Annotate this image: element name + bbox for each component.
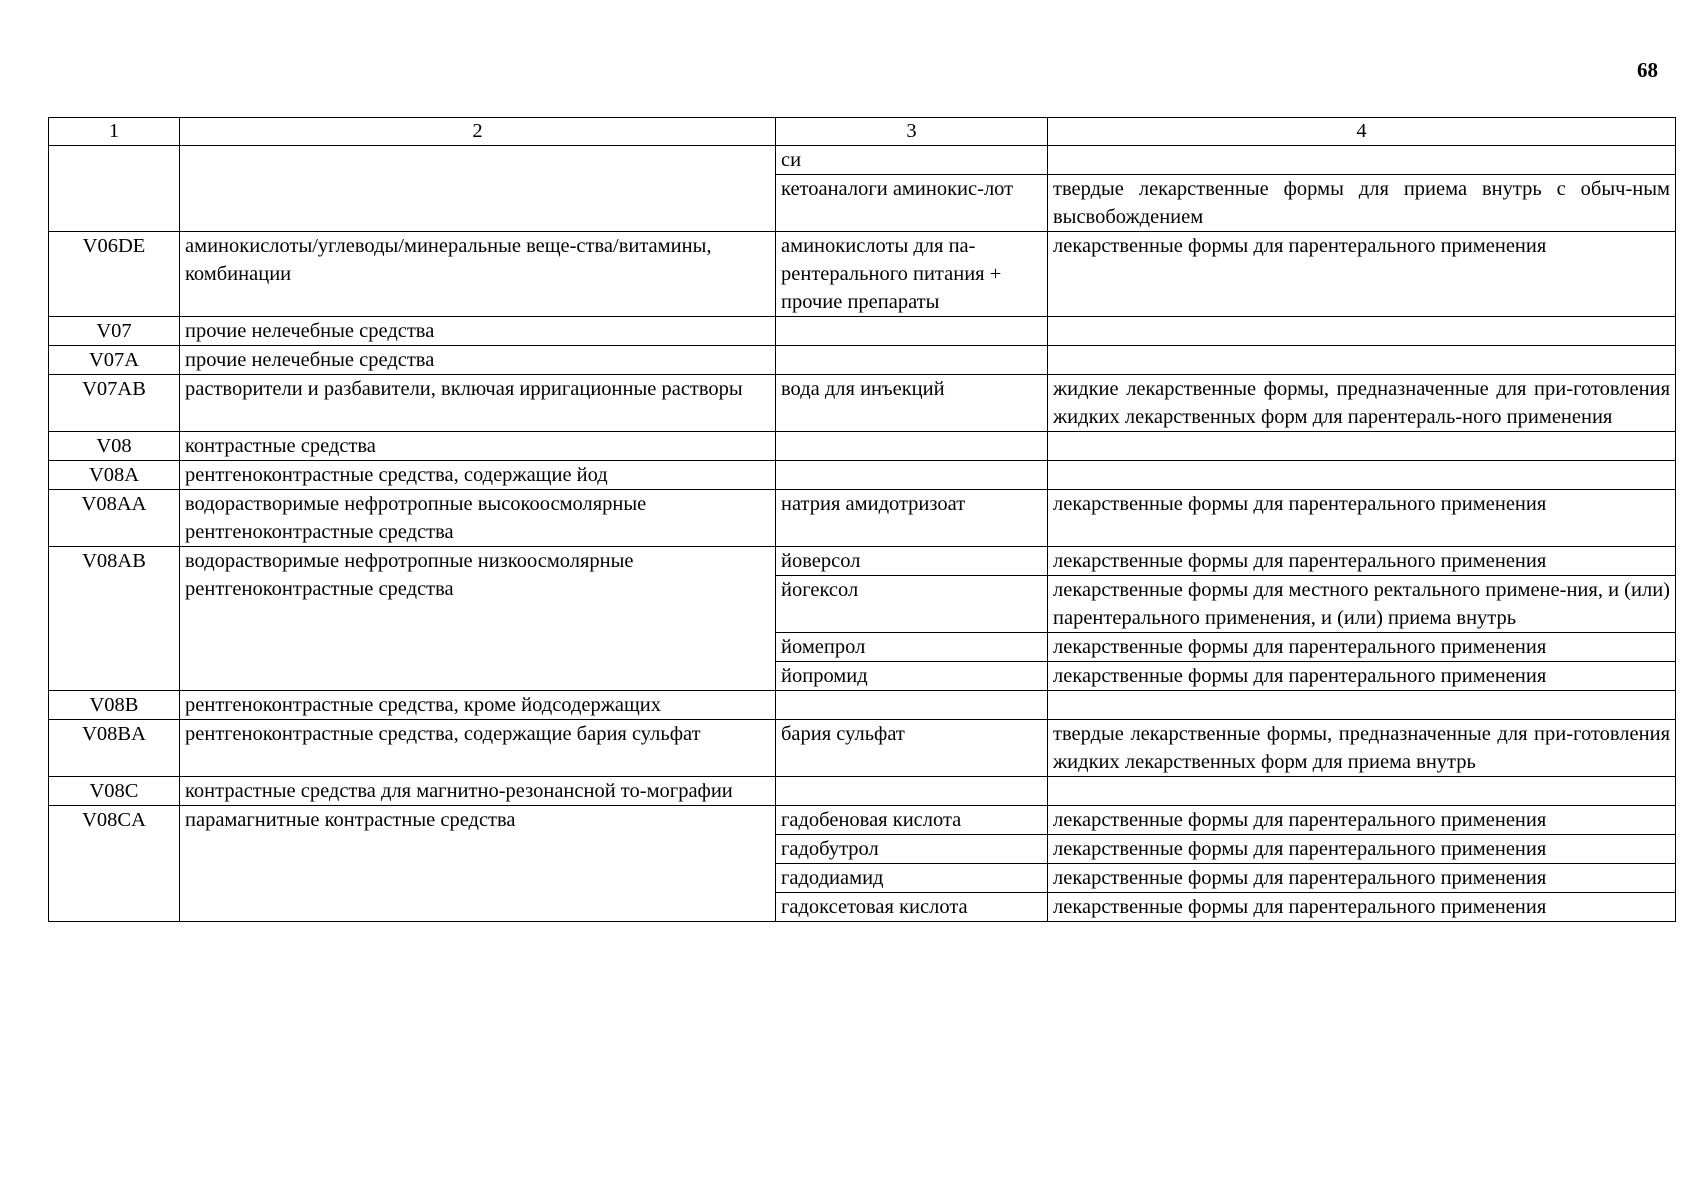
dosage-form-cell: [1048, 346, 1676, 375]
atc-code-cell: V06DE: [49, 232, 180, 317]
table-row: [49, 146, 1676, 175]
table-row: [49, 317, 1676, 346]
group-name-cell: растворители и разбавители, включая ирригационные растворы: [180, 375, 776, 432]
dosage-form-cell: лекарственные формы для парентерального применения: [1048, 835, 1676, 864]
dosage-form-cell: [1048, 432, 1676, 461]
group-name-cell: прочие нелечебные средства: [180, 346, 776, 375]
table-body: [49, 146, 1676, 922]
group-name-cell: водорастворимые нефротропные низкоосмолярные рентгеноконтрастные средства: [180, 547, 776, 691]
column-header-3: 3: [776, 118, 1048, 146]
atc-code-cell: [49, 146, 180, 232]
substance-cell: вода для инъекций: [776, 375, 1048, 432]
substance-cell: йоверсол: [776, 547, 1048, 576]
table-row: [49, 346, 1676, 375]
dosage-form-cell: лекарственные формы для парентерального применения: [1048, 547, 1676, 576]
substance-cell: [776, 317, 1048, 346]
substance-cell: гадодиамид: [776, 864, 1048, 893]
atc-drug-table: [48, 117, 1676, 922]
group-name-cell: контрастные средства: [180, 432, 776, 461]
dosage-form-cell: лекарственные формы для парентерального применения: [1048, 893, 1676, 922]
table-row: [49, 375, 1676, 432]
dosage-form-cell: твердые лекарственные формы для приема внутрь с обыч-ным высвобождением: [1048, 175, 1676, 232]
substance-cell: [776, 691, 1048, 720]
substance-cell: аминокислоты для па-рентерального питания + прочие препараты: [776, 232, 1048, 317]
substance-cell: гадобеновая кислота: [776, 806, 1048, 835]
group-name-cell: рентгеноконтрастные средства, содержащие бария сульфат: [180, 720, 776, 777]
group-name-cell: [180, 146, 776, 232]
substance-cell: гадоксетовая кислота: [776, 893, 1048, 922]
column-header-4: 4: [1048, 118, 1676, 146]
group-name-cell: рентгеноконтрастные средства, кроме йодсодержащих: [180, 691, 776, 720]
substance-cell: гадобутрол: [776, 835, 1048, 864]
substance-cell: натрия амидотризоат: [776, 490, 1048, 547]
dosage-form-cell: лекарственные формы для парентерального применения: [1048, 490, 1676, 547]
table-row: [49, 432, 1676, 461]
group-name-cell: контрастные средства для магнитно-резонансной то-мографии: [180, 777, 776, 806]
dosage-form-cell: лекарственные формы для парентерального применения: [1048, 633, 1676, 662]
table-header-row: [49, 118, 1676, 146]
atc-code-cell: V08B: [49, 691, 180, 720]
table-row: [49, 232, 1676, 317]
atc-code-cell: V07A: [49, 346, 180, 375]
table-row: [49, 490, 1676, 547]
substance-cell: йогексол: [776, 576, 1048, 633]
atc-code-cell: V08AB: [49, 547, 180, 691]
dosage-form-cell: жидкие лекарственные формы, предназначенные для при-готовления жидких лекарственных форм для парентераль-ного применения: [1048, 375, 1676, 432]
substance-cell: [776, 432, 1048, 461]
substance-cell: бария сульфат: [776, 720, 1048, 777]
page-number: 68: [1637, 58, 1658, 82]
table-row: [49, 777, 1676, 806]
dosage-form-cell: [1048, 777, 1676, 806]
dosage-form-cell: лекарственные формы для парентерального применения: [1048, 864, 1676, 893]
dosage-form-cell: лекарственные формы для парентерального применения: [1048, 806, 1676, 835]
table-row: [49, 461, 1676, 490]
dosage-form-cell: лекарственные формы для местного ректального примене-ния, и (или) парентерального применения, и (или) приема внутрь: [1048, 576, 1676, 633]
group-name-cell: рентгеноконтрастные средства, содержащие йод: [180, 461, 776, 490]
dosage-form-cell: лекарственные формы для парентерального применения: [1048, 232, 1676, 317]
substance-cell: кетоаналоги аминокис-лот: [776, 175, 1048, 232]
atc-code-cell: V07: [49, 317, 180, 346]
table-row: [49, 547, 1676, 576]
atc-code-cell: V07AB: [49, 375, 180, 432]
dosage-form-cell: [1048, 317, 1676, 346]
dosage-form-cell: лекарственные формы для парентерального применения: [1048, 662, 1676, 691]
substance-cell: йомепрол: [776, 633, 1048, 662]
atc-code-cell: V08C: [49, 777, 180, 806]
dosage-form-cell: [1048, 461, 1676, 490]
atc-code-cell: V08CA: [49, 806, 180, 922]
column-header-2: 2: [180, 118, 776, 146]
table-row: [49, 720, 1676, 777]
atc-code-cell: V08BA: [49, 720, 180, 777]
dosage-form-cell: твердые лекарственные формы, предназначенные для при-готовления жидких лекарственных форм для приема внутрь: [1048, 720, 1676, 777]
table-row: [49, 691, 1676, 720]
atc-code-cell: V08AA: [49, 490, 180, 547]
substance-cell: [776, 777, 1048, 806]
dosage-form-cell: [1048, 146, 1676, 175]
atc-code-cell: V08A: [49, 461, 180, 490]
group-name-cell: аминокислоты/углеводы/минеральные веще-ства/витамины, комбинации: [180, 232, 776, 317]
group-name-cell: прочие нелечебные средства: [180, 317, 776, 346]
substance-cell: [776, 461, 1048, 490]
substance-cell: си: [776, 146, 1048, 175]
dosage-form-cell: [1048, 691, 1676, 720]
atc-code-cell: V08: [49, 432, 180, 461]
substance-cell: [776, 346, 1048, 375]
column-header-1: 1: [49, 118, 180, 146]
group-name-cell: парамагнитные контрастные средства: [180, 806, 776, 922]
table-row: [49, 806, 1676, 835]
group-name-cell: водорастворимые нефротропные высокоосмолярные рентгеноконтрастные средства: [180, 490, 776, 547]
substance-cell: йопромид: [776, 662, 1048, 691]
